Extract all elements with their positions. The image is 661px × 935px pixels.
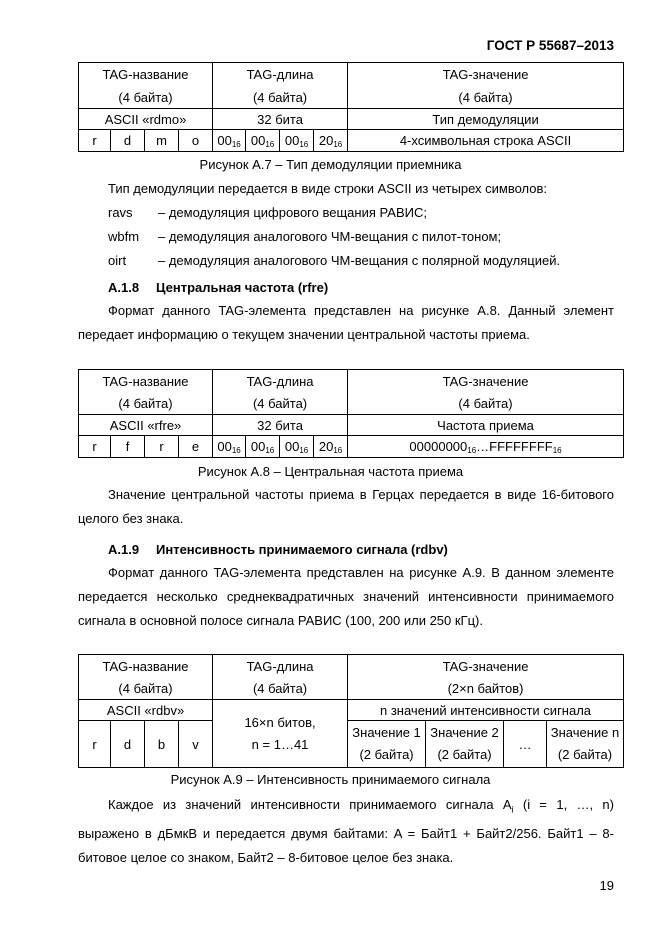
tag-length-header: TAG-длина bbox=[213, 63, 348, 87]
paragraph-frequency: Значение центральной частоты приема в Герцах передается в виде 16-битового целого без знака. bbox=[78, 487, 614, 526]
def-desc: – демодуляция аналогового ЧМ-вещания с полярной модуляцией. bbox=[158, 253, 561, 268]
def-desc: – демодуляция аналогового ЧМ-вещания с пилот-тоном; bbox=[158, 229, 502, 244]
tag-char: r bbox=[79, 436, 111, 458]
tag-length-size: (4 байта) bbox=[213, 393, 348, 415]
tag-value-header: TAG-значение bbox=[348, 63, 624, 87]
length-byte: 2016 bbox=[314, 436, 348, 458]
tag-char: r bbox=[79, 130, 111, 152]
tag-length-bits: 16×n битов, n = 1…41 bbox=[213, 700, 348, 768]
def-term: ravs bbox=[108, 205, 133, 220]
tag-char: v bbox=[179, 721, 213, 768]
tag-name-header: TAG-название bbox=[79, 655, 213, 678]
tag-char: r bbox=[79, 721, 111, 768]
tag-char: o bbox=[179, 130, 213, 152]
section-title: Центральная частота (rfre) bbox=[156, 280, 329, 295]
paragraph-a18: Формат данного TAG-элемента представлен на рисунке А.8. Данный элемент передает информацию о текущем значении центральной частоты приема. bbox=[78, 303, 614, 342]
tag-char: b bbox=[145, 721, 179, 768]
def-term: oirt bbox=[108, 253, 127, 268]
section-heading-a18 bbox=[108, 280, 328, 295]
tag-char: e bbox=[179, 436, 213, 458]
length-byte: 0016 bbox=[280, 130, 314, 152]
tag-name-header: TAG-название bbox=[79, 63, 213, 87]
tag-length-header: TAG-длина bbox=[213, 655, 348, 678]
tag-ascii-name: ASCII «rdmo» bbox=[79, 109, 213, 130]
tag-ascii-name: ASCII «rdbv» bbox=[79, 700, 213, 721]
page-number: 19 bbox=[599, 878, 614, 893]
tag-char: r bbox=[145, 436, 179, 458]
def-desc: – демодуляция цифрового вещания РАВИС; bbox=[158, 205, 427, 220]
paragraph-demod-intro: Тип демодуляции передается в виде строки ASCII из четырех символов: bbox=[108, 181, 548, 196]
tag-value-size: (2×n байтов) bbox=[348, 678, 624, 700]
figure-a8-caption: Рисунок А.8 – Центральная частота приема bbox=[197, 464, 464, 479]
figure-a7-table bbox=[78, 62, 624, 152]
paragraph-a19: Формат данного TAG-элемента представлен на рисунке А.9. В данном элементе передается несколько среднеквадратичных значений интенсивности принимаемого сигнала в основной полосе сигнала РАВИС (100, 200 или 250 кГц). bbox=[78, 565, 614, 628]
signal-value-cell: Значение 1 (2 байта) bbox=[348, 721, 426, 768]
tag-char: d bbox=[111, 721, 145, 768]
length-byte: 0016 bbox=[213, 130, 246, 152]
def-term: wbfm bbox=[108, 229, 140, 244]
tag-name-size: (4 байта) bbox=[79, 393, 213, 415]
figure-a9-caption: Рисунок А.9 – Интенсивность принимаемого сигнала bbox=[170, 772, 491, 787]
tag-name-size: (4 байта) bbox=[79, 87, 213, 109]
tag-value-header: TAG-значение bbox=[348, 370, 624, 393]
length-byte: 0016 bbox=[246, 436, 280, 458]
page-header-standard: ГОСТ Р 55687–2013 bbox=[486, 38, 614, 53]
tag-char: m bbox=[145, 130, 179, 152]
tag-value-description: n значений интенсивности сигнала bbox=[348, 700, 624, 721]
signal-value-cell: Значение n (2 байта) bbox=[547, 721, 624, 768]
tag-length-header: TAG-длина bbox=[213, 370, 348, 393]
tag-name-header: TAG-название bbox=[79, 370, 213, 393]
signal-value-ellipsis: … bbox=[504, 721, 547, 768]
tag-length-bits: 32 бита bbox=[213, 415, 348, 436]
tag-length-size: (4 байта) bbox=[213, 678, 348, 700]
tag-value-description: Тип демодуляции bbox=[348, 109, 624, 130]
tag-value-description: Частота приема bbox=[348, 415, 624, 436]
tag-char: d bbox=[111, 130, 145, 152]
figure-a9-table bbox=[78, 654, 624, 768]
tag-value: 4-хсимвольная строка ASCII bbox=[348, 130, 624, 152]
tag-value-size: (4 байта) bbox=[348, 87, 624, 109]
tag-value-range: 0000000016…FFFFFFFF16 bbox=[348, 436, 624, 458]
tag-length-bits: 32 бита bbox=[213, 109, 348, 130]
section-number: А.1.8 bbox=[108, 280, 140, 295]
tag-length-size: (4 байта) bbox=[213, 87, 348, 109]
tag-ascii-name: ASCII «rfre» bbox=[79, 415, 213, 436]
tag-value-header: TAG-значение bbox=[348, 655, 624, 678]
tag-char: f bbox=[111, 436, 145, 458]
figure-a7-caption: Рисунок А.7 – Тип демодуляции приемника bbox=[199, 157, 462, 172]
section-title: Интенсивность принимаемого сигнала (rdbv) bbox=[156, 542, 448, 557]
section-number: А.1.9 bbox=[108, 542, 140, 557]
figure-a8-table bbox=[78, 369, 624, 458]
signal-value-cell: Значение 2 (2 байта) bbox=[426, 721, 504, 768]
length-byte: 0016 bbox=[246, 130, 280, 152]
length-byte: 0016 bbox=[280, 436, 314, 458]
section-heading-a19 bbox=[108, 542, 448, 557]
tag-value-size: (4 байта) bbox=[348, 393, 624, 415]
tag-name-size: (4 байта) bbox=[79, 678, 213, 700]
length-byte: 2016 bbox=[314, 130, 348, 152]
paragraph-signal-intensity: Каждое из значений интенсивности принимаемого сигнала $A_i$ (i = 1, …, n) выражено в дБмкВ и передается двумя байтами: A = Байт1 + Байт2/256. Байт1 – 8-битовое целое со знаком, Байт2 – 8-битовое целое без знака. bbox=[78, 797, 614, 865]
length-byte: 0016 bbox=[213, 436, 246, 458]
